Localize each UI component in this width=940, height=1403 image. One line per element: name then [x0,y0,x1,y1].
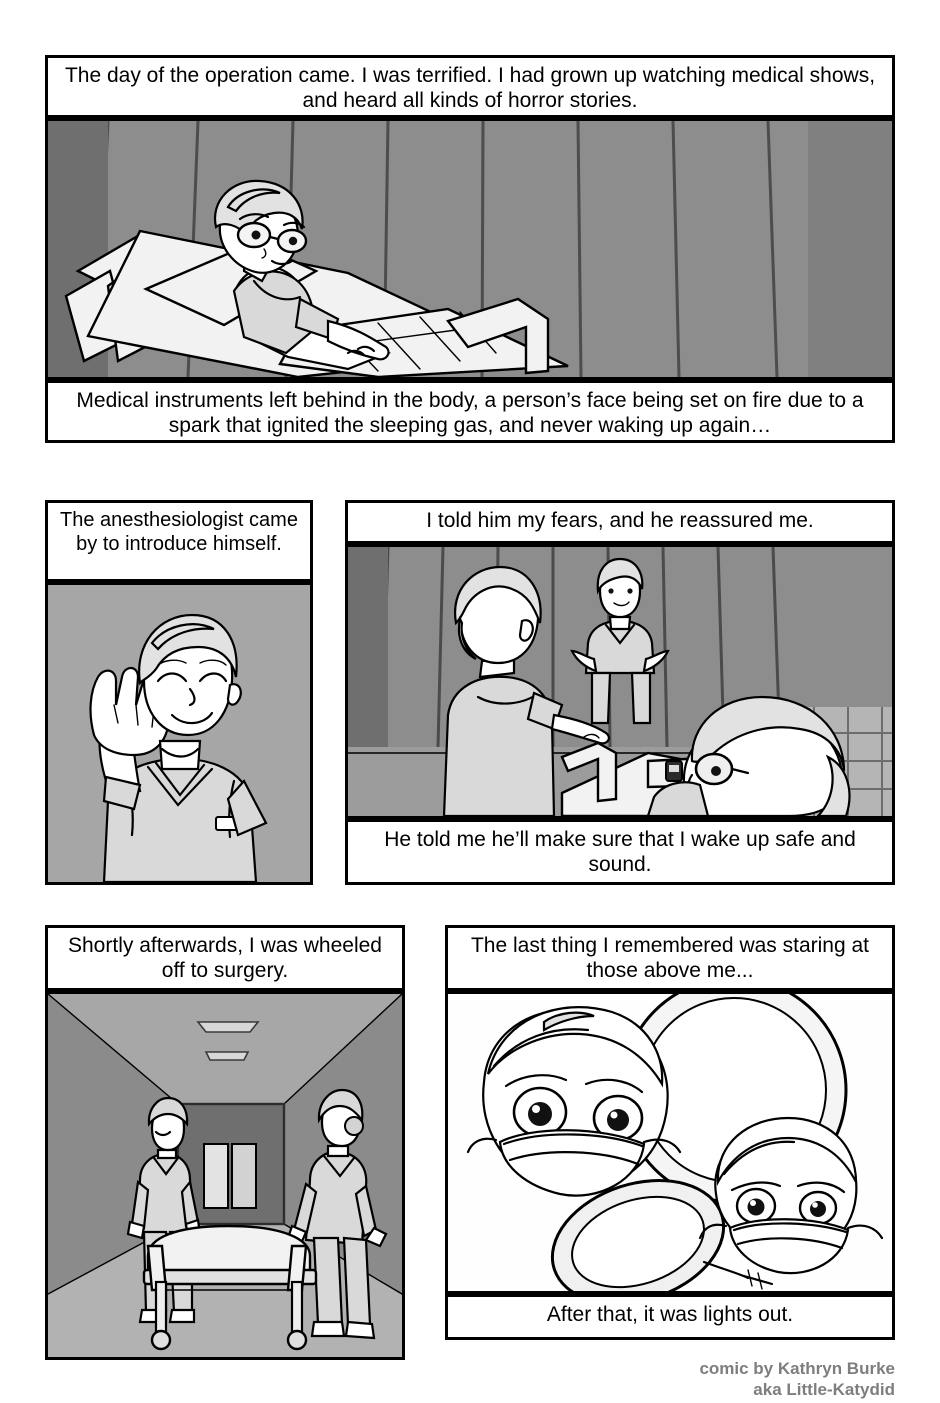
panel-5-artwork [445,991,895,1294]
panel-1-caption-bottom: Medical instruments left behind in the body, a person’s face being set on fire due to a spark that ignited the sleeping gas, and never waking up again… [45,380,895,443]
panel-1-artwork [45,118,895,380]
comic-panel-5 [445,925,895,1360]
panel-4-artwork [45,991,405,1360]
panel-3-caption-top: I told him my fears, and he reassured me. [345,500,895,544]
panel-2-artwork [45,582,313,885]
comic-panel-4 [45,925,405,1360]
panel-4-caption-top: Shortly afterwards, I was wheeled off to surgery. [45,925,405,991]
panel-2-caption-top: The anesthesiologist came by to introduce himself. [45,500,313,582]
scene-bed-wheeled-down-hallway [48,994,402,1357]
comic-panel-1 [45,55,895,465]
comic-panel-3 [345,500,895,885]
panel-3-artwork [345,544,895,819]
comic-panel-2 [45,500,313,885]
scene-surgeons-looking-down [448,994,892,1291]
credit-line-1: comic by Kathryn Burke [699,1359,895,1378]
scene-woman-in-hospital-bed [48,121,892,377]
scene-bedside-conversation [348,547,892,816]
panel-1-caption-top: The day of the operation came. I was terrified. I had grown up watching medical shows, and heard all kinds of horror stories. [45,55,895,118]
artist-credit [495,1358,895,1401]
panel-5-caption-bottom: After that, it was lights out. [445,1294,895,1340]
scene-anesthesiologist-waving [48,585,310,882]
credit-line-2: aka Little-Katydid [753,1380,895,1400]
panel-3-caption-bottom: He told me he’ll make sure that I wake up safe and sound. [345,819,895,885]
panel-5-caption-top: The last thing I remembered was staring at those above me... [445,925,895,991]
